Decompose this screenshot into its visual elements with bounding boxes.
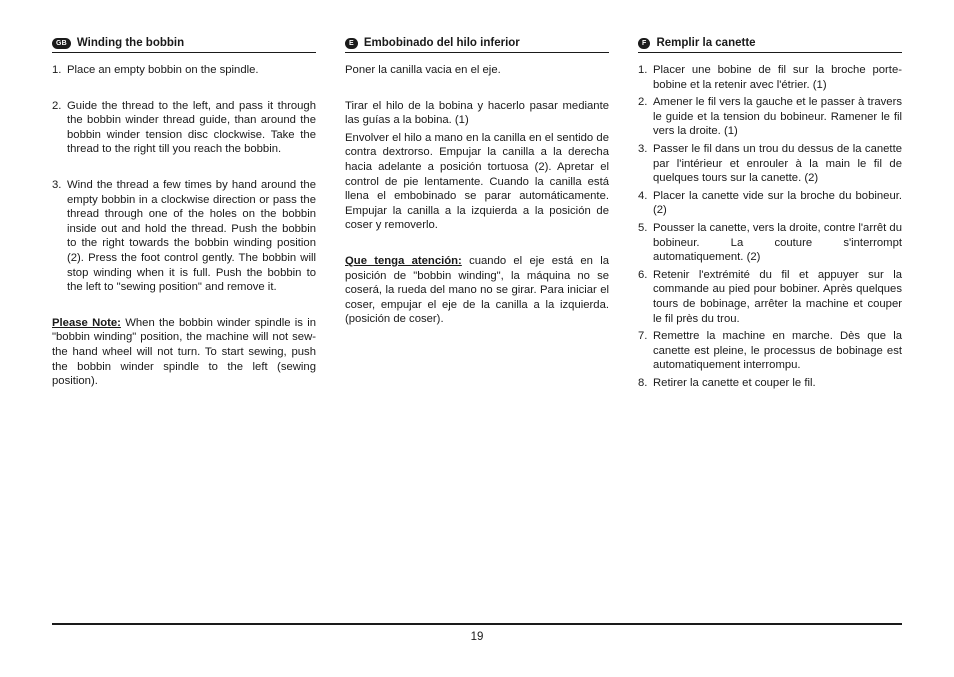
paragraph: Tirar el hilo de la bobina y hacerlo pasar mediante las guías a la bobina. (1) bbox=[345, 99, 609, 127]
note-paragraph bbox=[345, 254, 609, 327]
item-number: 2. bbox=[52, 99, 62, 112]
section-title: Remplir la canette bbox=[656, 37, 756, 49]
item-text: Amener le fil vers la gauche et le passer à travers le guide et la tension du bobineur. Ramener le fil vers la droite. (1) bbox=[653, 96, 902, 138]
note-label: Please Note: bbox=[52, 316, 121, 329]
page-number: 19 bbox=[470, 631, 484, 643]
section-title: Winding the bobbin bbox=[76, 37, 185, 49]
language-badge-e: E bbox=[345, 38, 358, 49]
item-number: 1. bbox=[638, 64, 648, 76]
item-text: Passer le fil dans un trou du dessus de la canette par l'intérieur et enrouler à la main le fil de quelques tours sur la canette. (2) bbox=[653, 142, 902, 185]
column-french bbox=[638, 36, 902, 390]
footer-rule bbox=[52, 623, 902, 625]
section-body bbox=[345, 63, 609, 327]
note-label: Que tenga atención: bbox=[345, 254, 462, 267]
item-text: Retenir l'extrémité du fil et appuyer sur la commande au pied pour bobiner. Après quelques tours de bobinage, arrêter la machine et couper le fil près du trou. bbox=[653, 268, 902, 325]
item-number: 8. bbox=[638, 376, 648, 389]
list-item bbox=[638, 63, 902, 92]
item-number: 5. bbox=[638, 221, 648, 234]
section-header-spanish bbox=[345, 36, 609, 53]
list-item bbox=[638, 221, 902, 265]
note-text: cuando el eje está en la posición de "bobbin winding", la máquina no se coserá, la rueda del mano no se girar. Para iniciar el coser, empujar el eje de la canilla a la izquierda. (posición de coser). bbox=[345, 254, 609, 326]
item-number: 7. bbox=[638, 330, 648, 343]
item-text: Placer une bobine de fil sur la broche porte-bobine et la retenir avec l'étrier. (1) bbox=[653, 64, 902, 91]
item-text: Remettre la machine en marche. Dès que la canette est pleine, le processus de bobinage est automatiquement interrompu. bbox=[653, 330, 902, 372]
paragraph: Poner la canilla vacia en el eje. bbox=[345, 64, 501, 76]
column-english bbox=[52, 36, 316, 389]
language-badge-gb: GB bbox=[52, 38, 71, 49]
list-item bbox=[638, 329, 902, 373]
item-number: 3. bbox=[52, 178, 62, 191]
section-body bbox=[638, 63, 902, 390]
list-item bbox=[52, 99, 316, 157]
section-title: Embobinado del hilo inferior bbox=[363, 37, 520, 49]
list-item bbox=[52, 178, 316, 295]
list-item bbox=[52, 63, 316, 78]
item-text: Place an empty bobbin on the spindle. bbox=[67, 64, 259, 76]
item-text: Retirer la canette et couper le fil. bbox=[653, 376, 816, 389]
item-text: Pousser la canette, vers la droite, contre l'arrêt du bobineur. La couture s'interrompt automatiquement. (2) bbox=[653, 221, 902, 264]
list-item bbox=[638, 95, 902, 139]
item-number: 1. bbox=[52, 64, 62, 76]
language-badge-f: F bbox=[638, 38, 650, 49]
note-text: When the bobbin winder spindle is in "bobbin winding" position, the machine will not sew-the hand wheel will not turn. To start sewing, push the bobbin winder spindle to the left (sewing position). bbox=[52, 316, 317, 388]
list-item bbox=[638, 189, 902, 218]
item-number: 6. bbox=[638, 268, 648, 281]
paragraph: Envolver el hilo a mano en la canilla en el sentido de contra dextrorso. Empujar la canilla a la derecha hacia adelante a posición tortuosa (2). Apretar el control de pie lentamente. Cuando la canilla está llena el embobinado se parar automáticamente. Empujar la canilla a la izquierda a la posición de coser y removerlo. bbox=[345, 131, 609, 232]
item-text: Wind the thread a few times by hand around the empty bobbin in a clockwise direction or pass the thread through one of the holes on the bobbin inside out and hold the thread. Push the bobbin to the right towards the bobbin winding position (2). Press the foot control gently. The bobbin will stop winding when it is full. Push the bobbin to the left to "sewing position" and remove it. bbox=[67, 178, 316, 294]
section-body bbox=[52, 63, 316, 389]
list-item bbox=[638, 142, 902, 186]
item-number: 4. bbox=[638, 189, 648, 202]
list-item bbox=[638, 268, 902, 326]
column-spanish bbox=[345, 36, 609, 327]
list-item bbox=[638, 376, 902, 391]
item-text: Guide the thread to the left, and pass it through the bobbin winder thread guide, than around the bobbin winder tension disc clockwise. Take the thread to the right till you reach the bobbin. bbox=[67, 99, 316, 156]
item-number: 3. bbox=[638, 142, 648, 155]
section-header-french bbox=[638, 36, 902, 53]
item-number: 2. bbox=[638, 96, 648, 109]
section-header-english bbox=[52, 36, 316, 53]
item-text: Placer la canette vide sur la broche du bobineur. (2) bbox=[653, 189, 902, 217]
note-paragraph bbox=[52, 316, 316, 389]
